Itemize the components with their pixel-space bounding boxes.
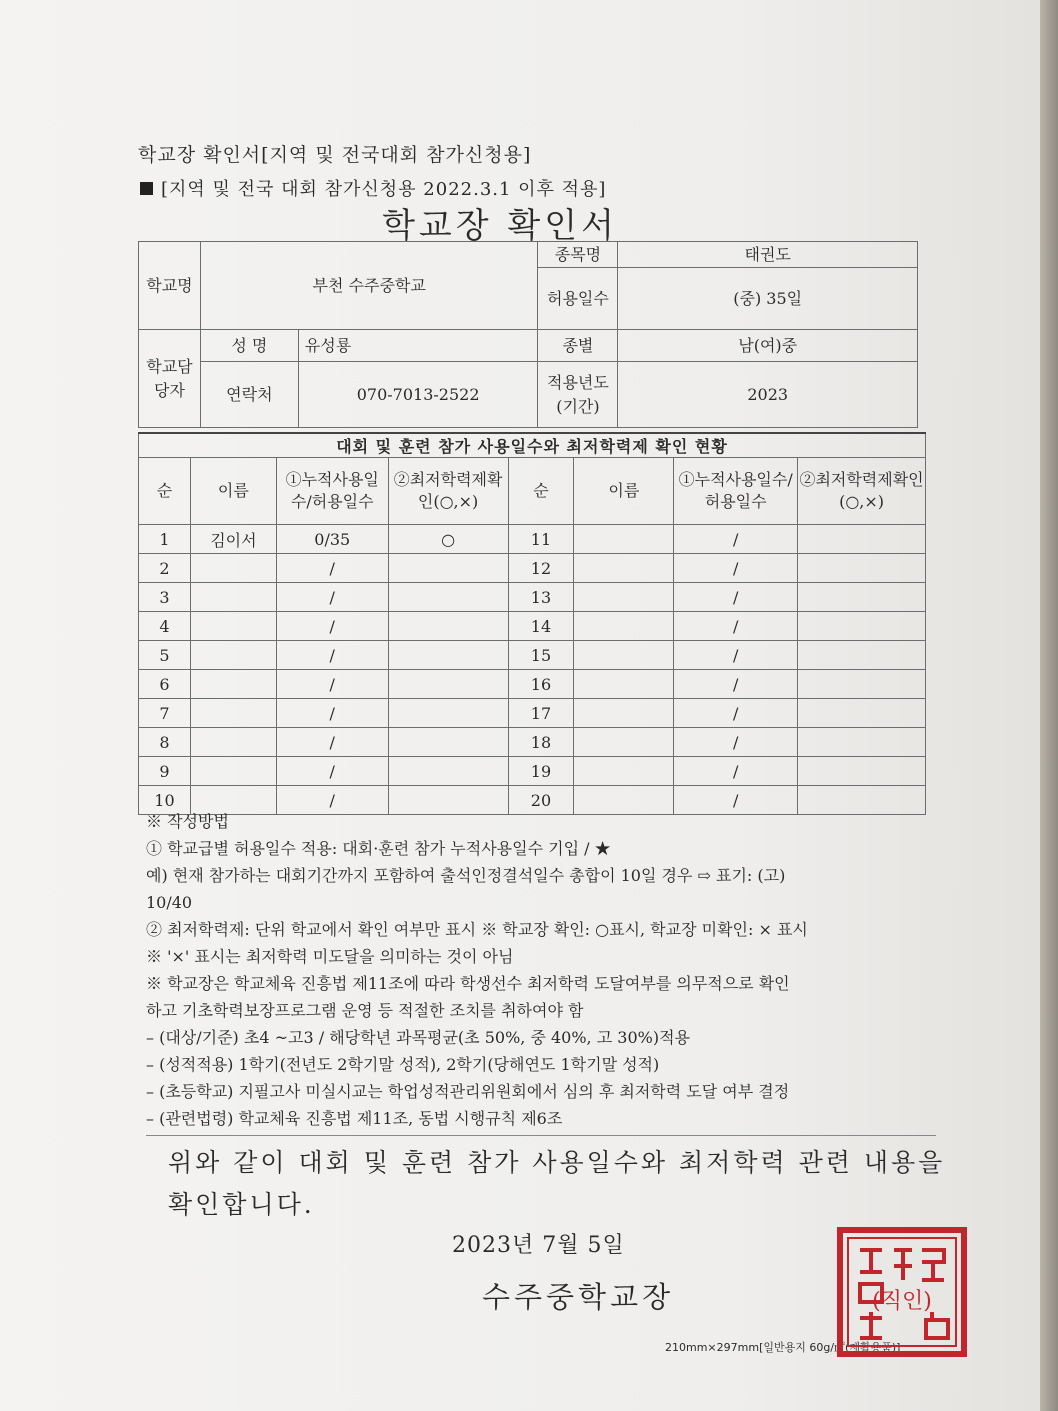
cell-no: 8: [139, 728, 191, 757]
cell-days2: /: [674, 554, 798, 583]
cell-days: /: [276, 583, 388, 612]
cell-no2: 18: [508, 728, 574, 757]
cell-check: [388, 757, 508, 786]
status-header-row: [139, 458, 926, 525]
note-line: ※ 학교장은 학교체육 진흥법 제11조에 따라 학생선수 최저학력 도달여부를 의무적으로 확인: [146, 974, 790, 993]
page-title: 학교장 확인서: [382, 206, 618, 246]
category-label: 종별: [538, 330, 618, 362]
allowed-days-value: (중) 35일: [618, 268, 918, 330]
cell-name: [190, 554, 276, 583]
name-label: 성 명: [200, 330, 298, 362]
cell-no: 1: [139, 525, 191, 554]
allowed-days-label: 허용일수: [538, 268, 618, 330]
cell-name: [190, 757, 276, 786]
cell-no2: 15: [508, 641, 574, 670]
cell-name: [190, 641, 276, 670]
col-no-right: 순: [508, 458, 574, 525]
cell-no: 6: [139, 670, 191, 699]
cell-no2: 14: [508, 612, 574, 641]
cell-check2: [798, 641, 926, 670]
cell-no: 4: [139, 612, 191, 641]
col-days: ①누적사용일수/허용일수: [276, 458, 388, 525]
table-row: [139, 641, 926, 670]
cell-no: 2: [139, 554, 191, 583]
cell-days2: /: [674, 612, 798, 641]
note-line: – (대상/기준) 초4 ~고3 / 해당학년 과목평균(초 50%, 중 40%, 고 30%)적용: [146, 1028, 690, 1047]
cell-days2: /: [674, 583, 798, 612]
year-label: 적용년도(기간): [538, 362, 618, 428]
cell-check2: [798, 699, 926, 728]
cell-no: 3: [139, 583, 191, 612]
cell-days2: /: [674, 699, 798, 728]
cell-name2: [574, 525, 674, 554]
status-rows: [139, 525, 926, 815]
cell-name2: [574, 583, 674, 612]
table-row: [139, 583, 926, 612]
form-subheader: [지역 및 전국 대회 참가신청용 2022.3.1 이후 적용]: [140, 175, 606, 201]
cell-check: [388, 554, 508, 583]
square-bullet-icon: [140, 182, 153, 195]
col-check-right: ②최저학력제확인(○,×): [798, 458, 926, 525]
contact-label: 연락처: [200, 362, 298, 428]
form-header: 학교장 확인서[지역 및 전국대회 참가신청용]: [138, 144, 532, 166]
cell-days: /: [276, 554, 388, 583]
cell-check: [388, 641, 508, 670]
note-line: 예) 현재 참가하는 대회기간까지 포함하여 출석인정결석일수 총합이 10일 경우 ⇨ 표기: (고): [146, 866, 786, 885]
cell-check2: [798, 525, 926, 554]
cell-check2: [798, 612, 926, 641]
note-line: 하고 기초학력보장프로그램 운영 등 적절한 조치를 취하여야 함: [146, 1001, 584, 1020]
cell-name: 김이서: [190, 525, 276, 554]
cell-days: /: [276, 786, 388, 815]
info-table: [138, 241, 918, 428]
cell-name: [190, 612, 276, 641]
school-name: 부천 수주중학교: [200, 242, 538, 330]
col-name: 이름: [190, 458, 276, 525]
cell-days2: /: [674, 757, 798, 786]
cell-name: [190, 728, 276, 757]
contact-value: 070-7013-2522: [298, 362, 538, 428]
col-no: 순: [139, 458, 191, 525]
cell-name2: [574, 670, 674, 699]
cell-name2: [574, 757, 674, 786]
note-line: 10/40: [146, 893, 193, 912]
note-line: ① 학교급별 허용일수 적용: 대회·훈련 참가 누적사용일수 기입 / ★: [146, 839, 611, 858]
table-row: [139, 612, 926, 641]
cell-name: [190, 670, 276, 699]
cell-check2: [798, 728, 926, 757]
col-name-right: 이름: [574, 458, 674, 525]
background-shadow: [1040, 0, 1058, 1411]
cell-check: [388, 670, 508, 699]
cell-days: /: [276, 757, 388, 786]
cell-days: 0/35: [276, 525, 388, 554]
cell-no2: 12: [508, 554, 574, 583]
principal-name: 수주중학교장: [482, 1280, 675, 1314]
official-seal-icon: [836, 1226, 968, 1358]
cell-no2: 17: [508, 699, 574, 728]
cell-days2: /: [674, 525, 798, 554]
table-row: [139, 699, 926, 728]
cell-name2: [574, 554, 674, 583]
cell-name2: [574, 641, 674, 670]
year-value: 2023: [618, 362, 918, 428]
col-check: ②최저학력제확인(○,×): [388, 458, 508, 525]
cell-check2: [798, 786, 926, 815]
cell-check: [388, 699, 508, 728]
cell-no2: 20: [508, 786, 574, 815]
col-days-right: ①누적사용일수/허용일수: [674, 458, 798, 525]
status-table: [138, 432, 926, 815]
school-label: 학교명: [139, 242, 201, 330]
cell-no2: 16: [508, 670, 574, 699]
cell-no2: 13: [508, 583, 574, 612]
sport-value: 태권도: [618, 242, 918, 268]
table-row: [139, 757, 926, 786]
note-line: ② 최저학력제: 단위 학교에서 확인 여부만 표시 ※ 학교장 확인: ○표시, 학교장 미확인: × 표시: [146, 920, 808, 939]
note-line: – (초등학교) 지필고사 미실시교는 학업성적관리위원회에서 심의 후 최저학력 도달 여부 결정: [146, 1082, 790, 1101]
cell-check2: [798, 583, 926, 612]
table-row: [139, 525, 926, 554]
cell-no2: 11: [508, 525, 574, 554]
status-caption: 대회 및 훈련 참가 사용일수와 최저학력제 확인 현황: [139, 433, 926, 458]
sport-label: 종목명: [538, 242, 618, 268]
instructions: [146, 808, 808, 1132]
cell-days2: /: [674, 641, 798, 670]
cell-name2: [574, 699, 674, 728]
cell-days: /: [276, 728, 388, 757]
table-row: [139, 670, 926, 699]
cell-check2: [798, 670, 926, 699]
note-line: ※ 작성방법: [146, 812, 229, 831]
cell-no2: 19: [508, 757, 574, 786]
cell-name2: [574, 612, 674, 641]
divider: [146, 1135, 936, 1136]
paper-spec-footer: 210mm×297mm[일반용지 60g/㎡(재활용품)]: [665, 1341, 901, 1354]
issue-date: 2023년 7월 5일: [452, 1233, 625, 1258]
cell-check: ○: [388, 525, 508, 554]
cell-check: [388, 728, 508, 757]
note-line: – (성적적용) 1학기(전년도 2학기말 성적), 2학기(당해연도 1학기말 성적): [146, 1055, 660, 1074]
cell-no: 9: [139, 757, 191, 786]
note-line: – (관련법령) 학교체육 진흥법 제11조, 동법 시행규칙 제6조: [146, 1109, 563, 1128]
cell-days: /: [276, 670, 388, 699]
note-line: ※ '×' 표시는 최저학력 미도달을 의미하는 것이 아님: [146, 947, 514, 966]
confirmation-text: 위와 같이 대회 및 훈련 참가 사용일수와 최저학력 관련 내용을 확인합니다.: [168, 1148, 946, 1219]
cell-days2: /: [674, 786, 798, 815]
cell-check2: [798, 554, 926, 583]
name-value: 유성룡: [298, 330, 538, 362]
cell-days2: /: [674, 670, 798, 699]
cell-name: [190, 583, 276, 612]
cell-check: [388, 583, 508, 612]
table-row: [139, 728, 926, 757]
cell-no: 5: [139, 641, 191, 670]
cell-name2: [574, 728, 674, 757]
staff-label: 학교담당자: [139, 330, 201, 428]
cell-check: [388, 612, 508, 641]
cell-no: 7: [139, 699, 191, 728]
cell-days: /: [276, 699, 388, 728]
stamp-mark: (직인): [872, 1289, 932, 1314]
cell-no: 10: [139, 786, 191, 815]
category-value: 남(여)중: [618, 330, 918, 362]
table-row: [139, 554, 926, 583]
cell-days2: /: [674, 728, 798, 757]
cell-check2: [798, 757, 926, 786]
cell-name: [190, 699, 276, 728]
cell-days: /: [276, 641, 388, 670]
cell-days: /: [276, 612, 388, 641]
